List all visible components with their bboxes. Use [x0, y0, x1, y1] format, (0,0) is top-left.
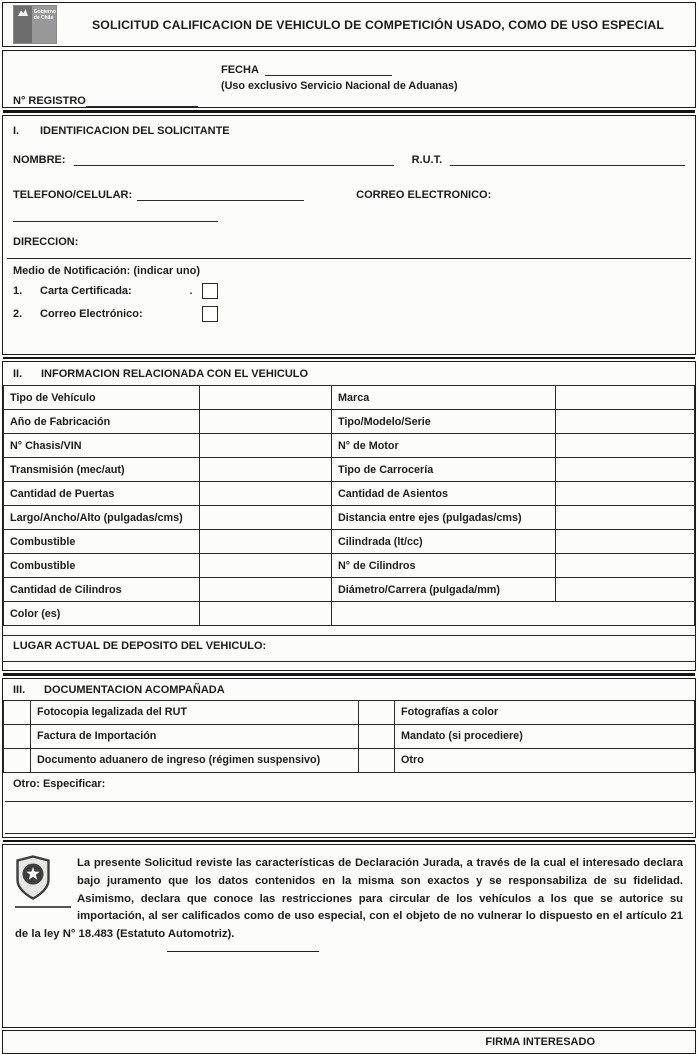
documents-table [3, 700, 695, 773]
table-row [4, 506, 695, 530]
section3-title: DOCUMENTACION ACOMPAÑADA [44, 683, 225, 696]
field-input-cell[interactable] [200, 458, 332, 482]
gobierno-de-chile-logo [13, 5, 57, 44]
declaration-signature-line[interactable] [167, 951, 319, 952]
section-informacion-vehiculo [2, 361, 696, 671]
field-input-cell[interactable] [200, 482, 332, 506]
field-label: Tipo de Carrocería [332, 458, 556, 482]
doc-checkbox-cell[interactable] [4, 748, 31, 772]
table-row [4, 554, 695, 578]
doc-checkbox-cell[interactable] [359, 724, 395, 748]
section-documentacion [2, 678, 696, 838]
table-row [4, 602, 695, 626]
correo-label: CORREO ELECTRONICO: [356, 188, 492, 201]
fecha-label: FECHA [221, 64, 259, 76]
section1-number: I. [13, 124, 20, 137]
table-row [4, 434, 695, 458]
logo-text: Gobierno de Chile [32, 6, 56, 43]
field-label: N° de Motor [332, 434, 556, 458]
field-label: Distancia entre ejes (pulgadas/cms) [332, 506, 556, 530]
registro-label: N° REGISTRO [13, 95, 86, 107]
otro-input-line-2[interactable] [5, 833, 693, 834]
section2-title: INFORMACION RELACIONADA CON EL VEHICULO [41, 368, 309, 381]
aduanas-badge-icon [15, 855, 77, 911]
direccion-label: DIRECCION: [13, 235, 79, 248]
field-input-cell[interactable] [556, 506, 695, 530]
shield-star-icon [15, 855, 51, 901]
table-row [4, 530, 695, 554]
section-divider [3, 357, 695, 360]
table-row [4, 410, 695, 434]
field-input-cell[interactable] [332, 602, 695, 626]
registro-input-line[interactable] [86, 95, 198, 107]
field-label: Combustible [4, 530, 200, 554]
option2-number: 2. [13, 308, 23, 321]
logo-shield-icon [14, 6, 32, 43]
field-input-cell[interactable] [200, 554, 332, 578]
option1-dot: . [189, 285, 193, 297]
telefono-input-line[interactable] [137, 189, 304, 201]
uso-exclusivo-note: (Uso exclusivo Servicio Nacional de Aduanas) [221, 80, 458, 92]
section-divider [3, 840, 695, 843]
page-title: SOLICITUD CALIFICACION DE VEHICULO DE COMPETICIÓN USADO, COMO DE USO ESPECIAL [91, 17, 665, 32]
field-label: Cilindrada (lt/cc) [332, 530, 556, 554]
field-label: Largo/Ancho/Alto (pulgadas/cms) [4, 506, 200, 530]
declaration-text: La presente Solicitud reviste las características de Declaración Jurada, a través de la cual el interesado declara bajo juramento que los datos contenidos en la misma son exactos y se responsabiliza de su fidelidad. Asimismo, declara que conoce las restricciones para circular de los vehículos a los que se autorice su importación, al ser calificados como de uso especial, con el objeto de no vulnerar lo dispuesto en el artículo 21 de la ley N° 18.483 (Estatuto Automotriz). [15, 857, 683, 940]
vehicle-info-table [3, 385, 695, 626]
lugar-deposito-row [3, 635, 695, 662]
section-divider [3, 673, 695, 676]
field-input-cell[interactable] [556, 554, 695, 578]
field-label: Cantidad de Cilindros [4, 578, 200, 602]
section-divider [3, 110, 695, 113]
field-input-cell[interactable] [200, 386, 332, 410]
table-row [4, 724, 695, 748]
table-row [4, 578, 695, 602]
field-label: N° de Cilindros [332, 554, 556, 578]
section1-title: IDENTIFICACION DEL SOLICITANTE [40, 124, 230, 137]
nombre-input-line[interactable] [74, 154, 394, 166]
field-input-cell[interactable] [556, 458, 695, 482]
field-input-cell[interactable] [556, 410, 695, 434]
firma-interesado-label: FIRMA INTERESADO [485, 1036, 595, 1049]
carta-certificada-checkbox[interactable] [202, 283, 218, 299]
field-label: Combustible [4, 554, 200, 578]
field-input-cell[interactable] [556, 482, 695, 506]
section3-number: III. [13, 683, 26, 696]
table-row [4, 482, 695, 506]
telefono-label: TELEFONO/CELULAR: [13, 188, 133, 201]
field-label: Tipo de Vehículo [4, 386, 200, 410]
table-row [4, 700, 695, 724]
field-label: Transmisión (mec/aut) [4, 458, 200, 482]
correo-electronico-checkbox[interactable] [202, 306, 218, 322]
nombre-label: NOMBRE: [13, 153, 66, 166]
table-row [4, 386, 695, 410]
section2-number: II. [13, 368, 23, 381]
field-label: Cantidad de Puertas [4, 482, 200, 506]
rut-input-line[interactable] [450, 154, 685, 166]
doc-checkbox-cell[interactable] [4, 700, 31, 724]
field-input-cell[interactable] [200, 410, 332, 434]
field-label: Tipo/Modelo/Serie [332, 410, 556, 434]
doc-label: Documento aduanero de ingreso (régimen suspensivo) [31, 748, 359, 772]
section-identificacion [2, 115, 696, 355]
table-row [4, 748, 695, 772]
doc-label: Factura de Importación [31, 724, 359, 748]
otro-especificar-label: Otro: Especificar: [13, 777, 106, 790]
option1-label: Carta Certificada: [40, 285, 132, 298]
field-label: Cantidad de Asientos [332, 482, 556, 506]
field-label: Diámetro/Carrera (pulgada/mm) [332, 578, 556, 602]
registro-box [2, 50, 696, 108]
option2-label: Correo Electrónico: [40, 308, 143, 321]
doc-label: Mandato (si procediere) [395, 724, 695, 748]
field-input-cell[interactable] [200, 602, 332, 626]
option1-number: 1. [13, 285, 23, 298]
table-row [4, 458, 695, 482]
field-input-cell[interactable] [200, 530, 332, 554]
doc-label: Fotografías a color [395, 700, 695, 724]
direccion-input-line[interactable] [7, 258, 691, 259]
telefono-input-line-2[interactable] [13, 210, 218, 222]
title-bar [2, 2, 696, 47]
field-input-cell[interactable] [556, 386, 695, 410]
icon-underline [15, 906, 71, 908]
field-input-cell[interactable] [556, 434, 695, 458]
field-label: Marca [332, 386, 556, 410]
otro-input-line-1[interactable] [5, 801, 693, 802]
lugar-deposito-label: LUGAR ACTUAL DE DEPOSITO DEL VEHICULO: [13, 640, 267, 653]
field-label: Año de Fabricación [4, 410, 200, 434]
rut-label: R.U.T. [411, 153, 443, 166]
field-input-cell[interactable] [200, 434, 332, 458]
declaration-box [2, 844, 696, 1028]
medio-notificacion-label: Medio de Notificación: (indicar uno) [13, 264, 200, 277]
field-label: Color (es) [4, 602, 200, 626]
doc-checkbox-cell[interactable] [359, 700, 395, 724]
doc-checkbox-cell[interactable] [359, 748, 395, 772]
footer-bar [2, 1030, 696, 1054]
field-input-cell[interactable] [556, 530, 695, 554]
field-label: N° Chasis/VIN [4, 434, 200, 458]
field-input-cell[interactable] [200, 506, 332, 530]
doc-label: Otro [395, 748, 695, 772]
fecha-input-line[interactable] [265, 64, 392, 76]
field-input-cell[interactable] [200, 578, 332, 602]
field-input-cell[interactable] [556, 578, 695, 602]
doc-label: Fotocopia legalizada del RUT [31, 700, 359, 724]
doc-checkbox-cell[interactable] [4, 724, 31, 748]
